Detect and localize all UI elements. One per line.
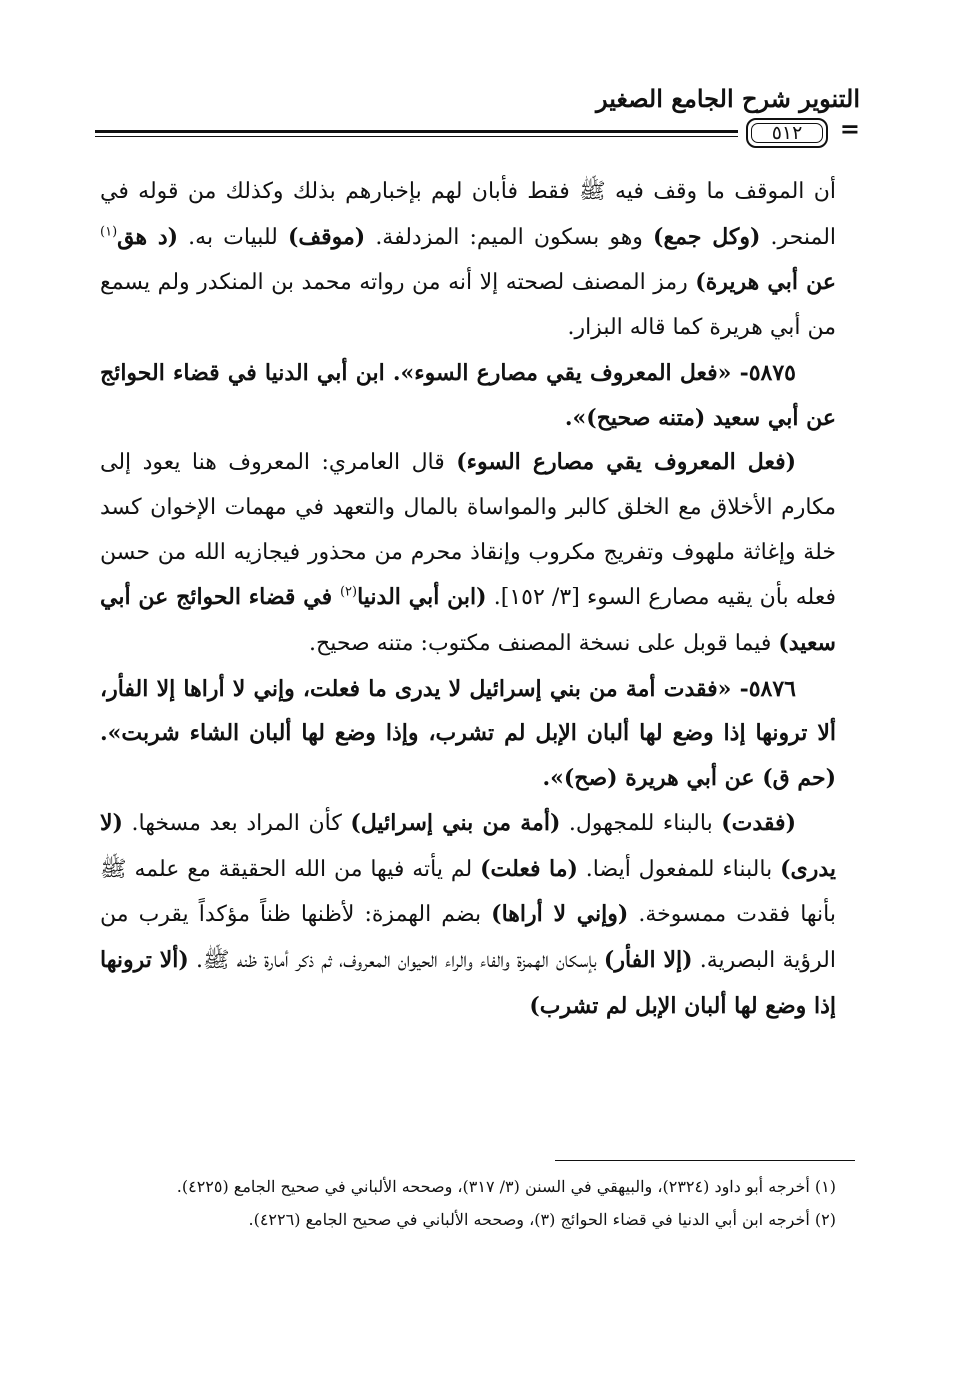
- quoted-phrase: (ما فعلت): [480, 855, 578, 882]
- main-text: [100, 170, 836, 1029]
- page-number: ٥١٢: [771, 122, 803, 144]
- footnote-1: (١) أخرجه أبو داود (٢٣٢٤)، والبيهقي في السنن (٣/ ٣١٧)، وصححه الألباني في صحيح الجامع (٤٢٢٥).: [176, 1177, 836, 1196]
- quoted-phrase: (أمة من بني إسرائيل): [350, 809, 561, 836]
- footnote-separator: [555, 1160, 855, 1161]
- header-rule-thin: [95, 136, 738, 137]
- paragraph-commentary-5875: [100, 440, 836, 667]
- quoted-phrase: (وإني لا أراها): [491, 901, 629, 928]
- edge-mark: =: [839, 114, 860, 143]
- page-number-inner-frame: [751, 123, 823, 143]
- source-name: (ابن أبي الدنيا: [357, 584, 487, 611]
- text-run: بالبناء للمفعول أيضا.: [577, 856, 781, 882]
- text-run: وهو بسكون الميم: المزدلفة.: [365, 224, 654, 250]
- source-narrator: عن أبي هريرة): [695, 269, 837, 296]
- footnote-ref-2: (٢): [339, 585, 358, 600]
- quoted-phrase: (موقف): [287, 223, 366, 250]
- quoted-phrase: (فقدت): [721, 809, 796, 836]
- hadith-5875: ٥٨٧٥- «فعل المعروف يقي مصارع السوء». ابن أبي الدنيا في قضاء الحوائج عن أبي سعيد (متنه صحيح)».: [100, 359, 836, 431]
- paragraph-commentary-prev: [100, 170, 836, 351]
- text-run: فيما قوبل على نسخة المصنف مكتوب: متنه صحيح.: [309, 631, 779, 657]
- book-title: التنوير شرح الجامع الصغير: [596, 84, 860, 113]
- quoted-phrase: (ألا ترونها إذا وضع لها ألبان الإبل لم تشرب): [100, 946, 836, 1019]
- text-run: كأن المراد بعد مسخها.: [122, 810, 351, 836]
- text-run: رمز المصنف لصحته إلا أنه من رواته محمد بن المنكدر ولم يسمع من أبي هريرة كما قاله البزار.: [100, 270, 836, 341]
- footnote-2: (٢) أخرجه ابن أبي الدنيا في قضاء الحوائج (٣)، وصححه الألباني في صحيح الجامع (٤٢٢٦).: [248, 1210, 836, 1229]
- header-rule-thick: [95, 130, 738, 133]
- text-run: بإسكان الهمزة والفاء والراء الحيوان المعروف، ثم ذكر أمارة ظنه ﷺ.: [188, 947, 604, 973]
- quoted-phrase: (وكل جمع): [653, 223, 761, 250]
- text-run: بالبناء للمجهول.: [560, 810, 722, 836]
- page-number-frame: [746, 118, 828, 148]
- quoted-phrase: (لا يدرى): [100, 809, 837, 882]
- text-run: لم يأته فيها من الله الحقيقة مع علمه ﷺ بأنها فقدت ممسوخة.: [100, 856, 836, 928]
- paragraph-commentary-5876: [100, 801, 836, 1030]
- footnote-ref-1: (١): [100, 224, 118, 240]
- source-book: في قضاء الحوائج عن أبي سعيد): [100, 584, 836, 657]
- text-run: قال العامري: المعروف هنا يعود إلى مكارم الأخلاق مع الخلق كالبر والمواساة بالمال والتعهد في مهمات الإخوان كسد خلة وإغاثة ملهوف وتفريج مكروب وإنقاذ محرم من محذور فيجازيه الله من حسن فعله بأن يقيه مصارع السوء [٣/ ١٥٢].: [100, 450, 836, 611]
- text-run: أن الموقف ما وقف فيه ﷺ فقط فأبان لهم بإخبارهم بذلك وكذلك من قوله في المنحر.: [100, 179, 837, 250]
- quoted-phrase: (فعل المعروف يقي مصارع السوء): [456, 449, 796, 476]
- hadith-5876: ٥٨٧٦- «فقدت أمة من بني إسرائيل لا يدرى ما فعلت، وإني لا أراها إلا الفأر، ألا ترونها إذا وضع لها ألبان الإبل لم تشرب، وإذا وضع لها ألبان الشاء شربت». (حم ق) عن أبي هريرة (صح)».: [100, 675, 836, 792]
- quoted-phrase: (إلا الفأر): [603, 946, 693, 973]
- text-run: بضم الهمزة: لأظنها ظناً مؤكداً يقرب من الرؤية البصرية.: [100, 902, 836, 973]
- source-code: (د هق: [117, 223, 179, 250]
- running-header: [95, 80, 860, 150]
- text-run: للبيات به.: [178, 224, 288, 250]
- footnotes: [100, 1170, 836, 1236]
